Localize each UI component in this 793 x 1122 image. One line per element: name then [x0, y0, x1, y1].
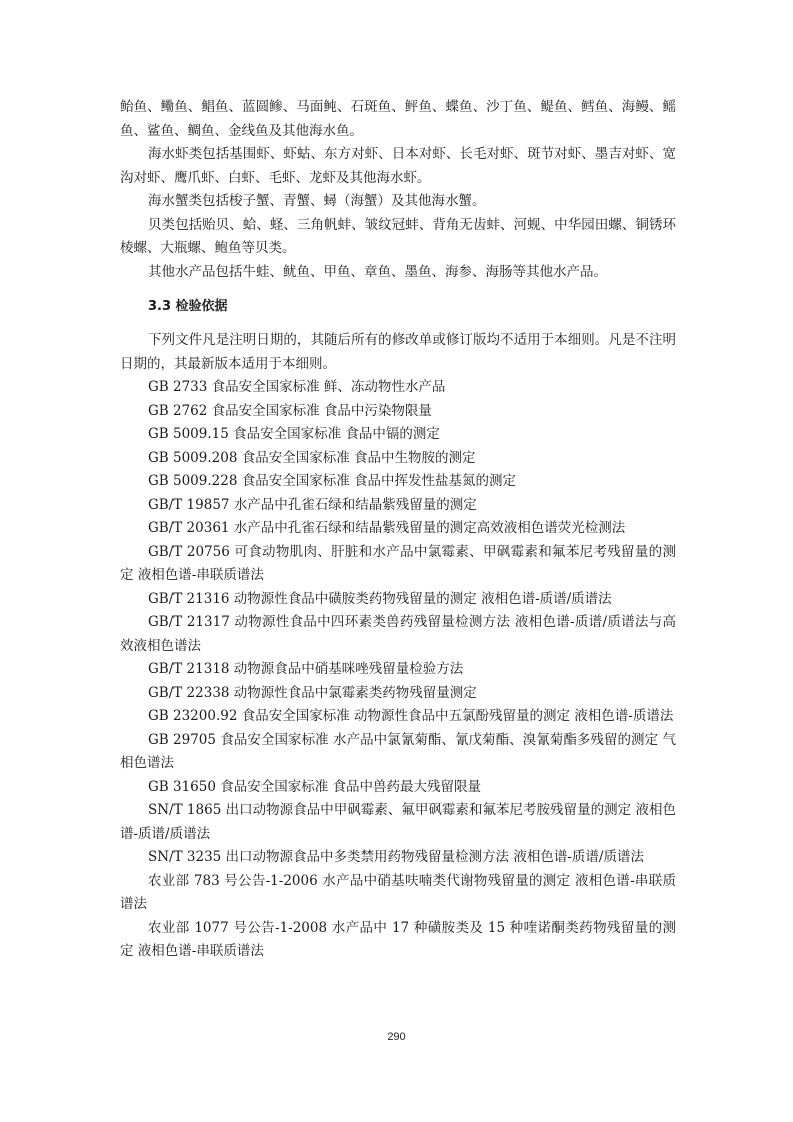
reference-item: GB 31650 食品安全国家标准 食品中兽药最大残留限量	[148, 778, 482, 795]
paragraph-other-aquatic: 其他水产品包括牛蛙、鱿鱼、甲鱼、章鱼、墨鱼、海参、海肠等其他水产品。	[148, 263, 607, 280]
reference-item: GB 2733 食品安全国家标准 鲜、冻动物性水产品	[148, 379, 446, 395]
reference-item: GB/T 21317 动物源性食品中四环素类兽药残留量检测方法 液相色谱-质谱/质谱法与高效液相色谱法	[120, 614, 676, 654]
page-number: 290	[387, 1031, 406, 1043]
reference-item: GB 23200.92 食品安全国家标准 动物源性食品中五氯酚残留量的测定 液相色谱-质谱法	[148, 708, 674, 724]
paragraph-shellfish: 贝类包括贻贝、蛤、蛏、三角帆蚌、皱纹冠蚌、背角无齿蚌、河蚬、中华园田螺、铜锈环棱螺、大瓶螺、鲍鱼等贝类。	[120, 216, 676, 256]
paragraph-marine-crab: 海水蟹类包括梭子蟹、青蟹、蟳（海蟹）及其他海水蟹。	[148, 193, 486, 209]
reference-item: SN/T 1865 出口动物源食品中甲砜霉素、氟甲砜霉素和氟苯尼考胺残留量的测定 液相色谱-质谱/质谱法	[120, 802, 676, 842]
section-heading: 3.3 检验依据	[148, 299, 228, 314]
intro-paragraph: 下列文件凡是注明日期的，其随后所有的修改单或修订版均不适用于本细则。凡是不注明日期的，其最新版本适用于本细则。	[120, 332, 676, 372]
reference-item: GB/T 22338 动物源性食品中氯霉素类药物残留量测定	[148, 684, 477, 701]
reference-item: GB 5009.228 食品安全国家标准 食品中挥发性盐基氮的测定	[148, 473, 516, 489]
reference-item: 农业部 783 号公告-1-2006 水产品中硝基呋喃类代谢物残留量的测定 液相色谱-串联质谱法	[120, 872, 676, 912]
reference-item: GB/T 21318 动物源食品中硝基咪唑残留量检验方法	[148, 661, 464, 677]
page-body	[120, 96, 676, 964]
paragraph-marine-shrimp: 海水虾类包括基围虾、虾蛄、东方对虾、日本对虾、长毛对虾、斑节对虾、墨吉对虾、宽沟对虾、鹰爪虾、白虾、毛虾、龙虾及其他海水虾。	[120, 146, 676, 186]
reference-item: GB 29705 食品安全国家标准 水产品中氯氰菊酯、氰戊菊酯、溴氰菊酯多残留的测定 气相色谱法	[120, 731, 676, 771]
reference-item: GB/T 19857 水产品中孔雀石绿和结晶紫残留量的测定	[148, 496, 477, 513]
reference-item: SN/T 3235 出口动物源食品中多类禁用药物残留量检测方法 液相色谱-质谱/质谱法	[148, 849, 644, 865]
reference-item: GB/T 20361 水产品中孔雀石绿和结晶紫残留量的测定高效液相色谱荧光检测法	[148, 520, 626, 536]
reference-item: GB 2762 食品安全国家标准 食品中污染物限量	[148, 402, 432, 419]
reference-item: GB 5009.15 食品安全国家标准 食品中镉的测定	[148, 426, 440, 442]
reference-item: 农业部 1077 号公告-1-2008 水产品中 17 种磺胺类及 15 种喹诺酮类药物残留量的测定 液相色谱-串联质谱法	[120, 919, 676, 959]
reference-item: GB 5009.208 食品安全国家标准 食品中生物胺的测定	[148, 449, 476, 466]
reference-list	[120, 376, 676, 964]
paragraph-marine-fish: 鲐鱼、鳓鱼、鲳鱼、蓝圆鲹、马面鲀、石斑鱼、鲆鱼、蝶鱼、沙丁鱼、鳀鱼、鳕鱼、海鳗、鳐鱼、鲨鱼、鲷鱼、金线鱼及其他海水鱼。	[120, 99, 676, 139]
reference-item: GB/T 21316 动物源性食品中磺胺类药物残留量的测定 液相色谱-质谱/质谱法	[148, 590, 612, 607]
reference-item: GB/T 20756 可食动物肌肉、肝脏和水产品中氯霉素、甲砜霉素和氟苯尼考残留量的测定 液相色谱-串联质谱法	[120, 543, 676, 583]
